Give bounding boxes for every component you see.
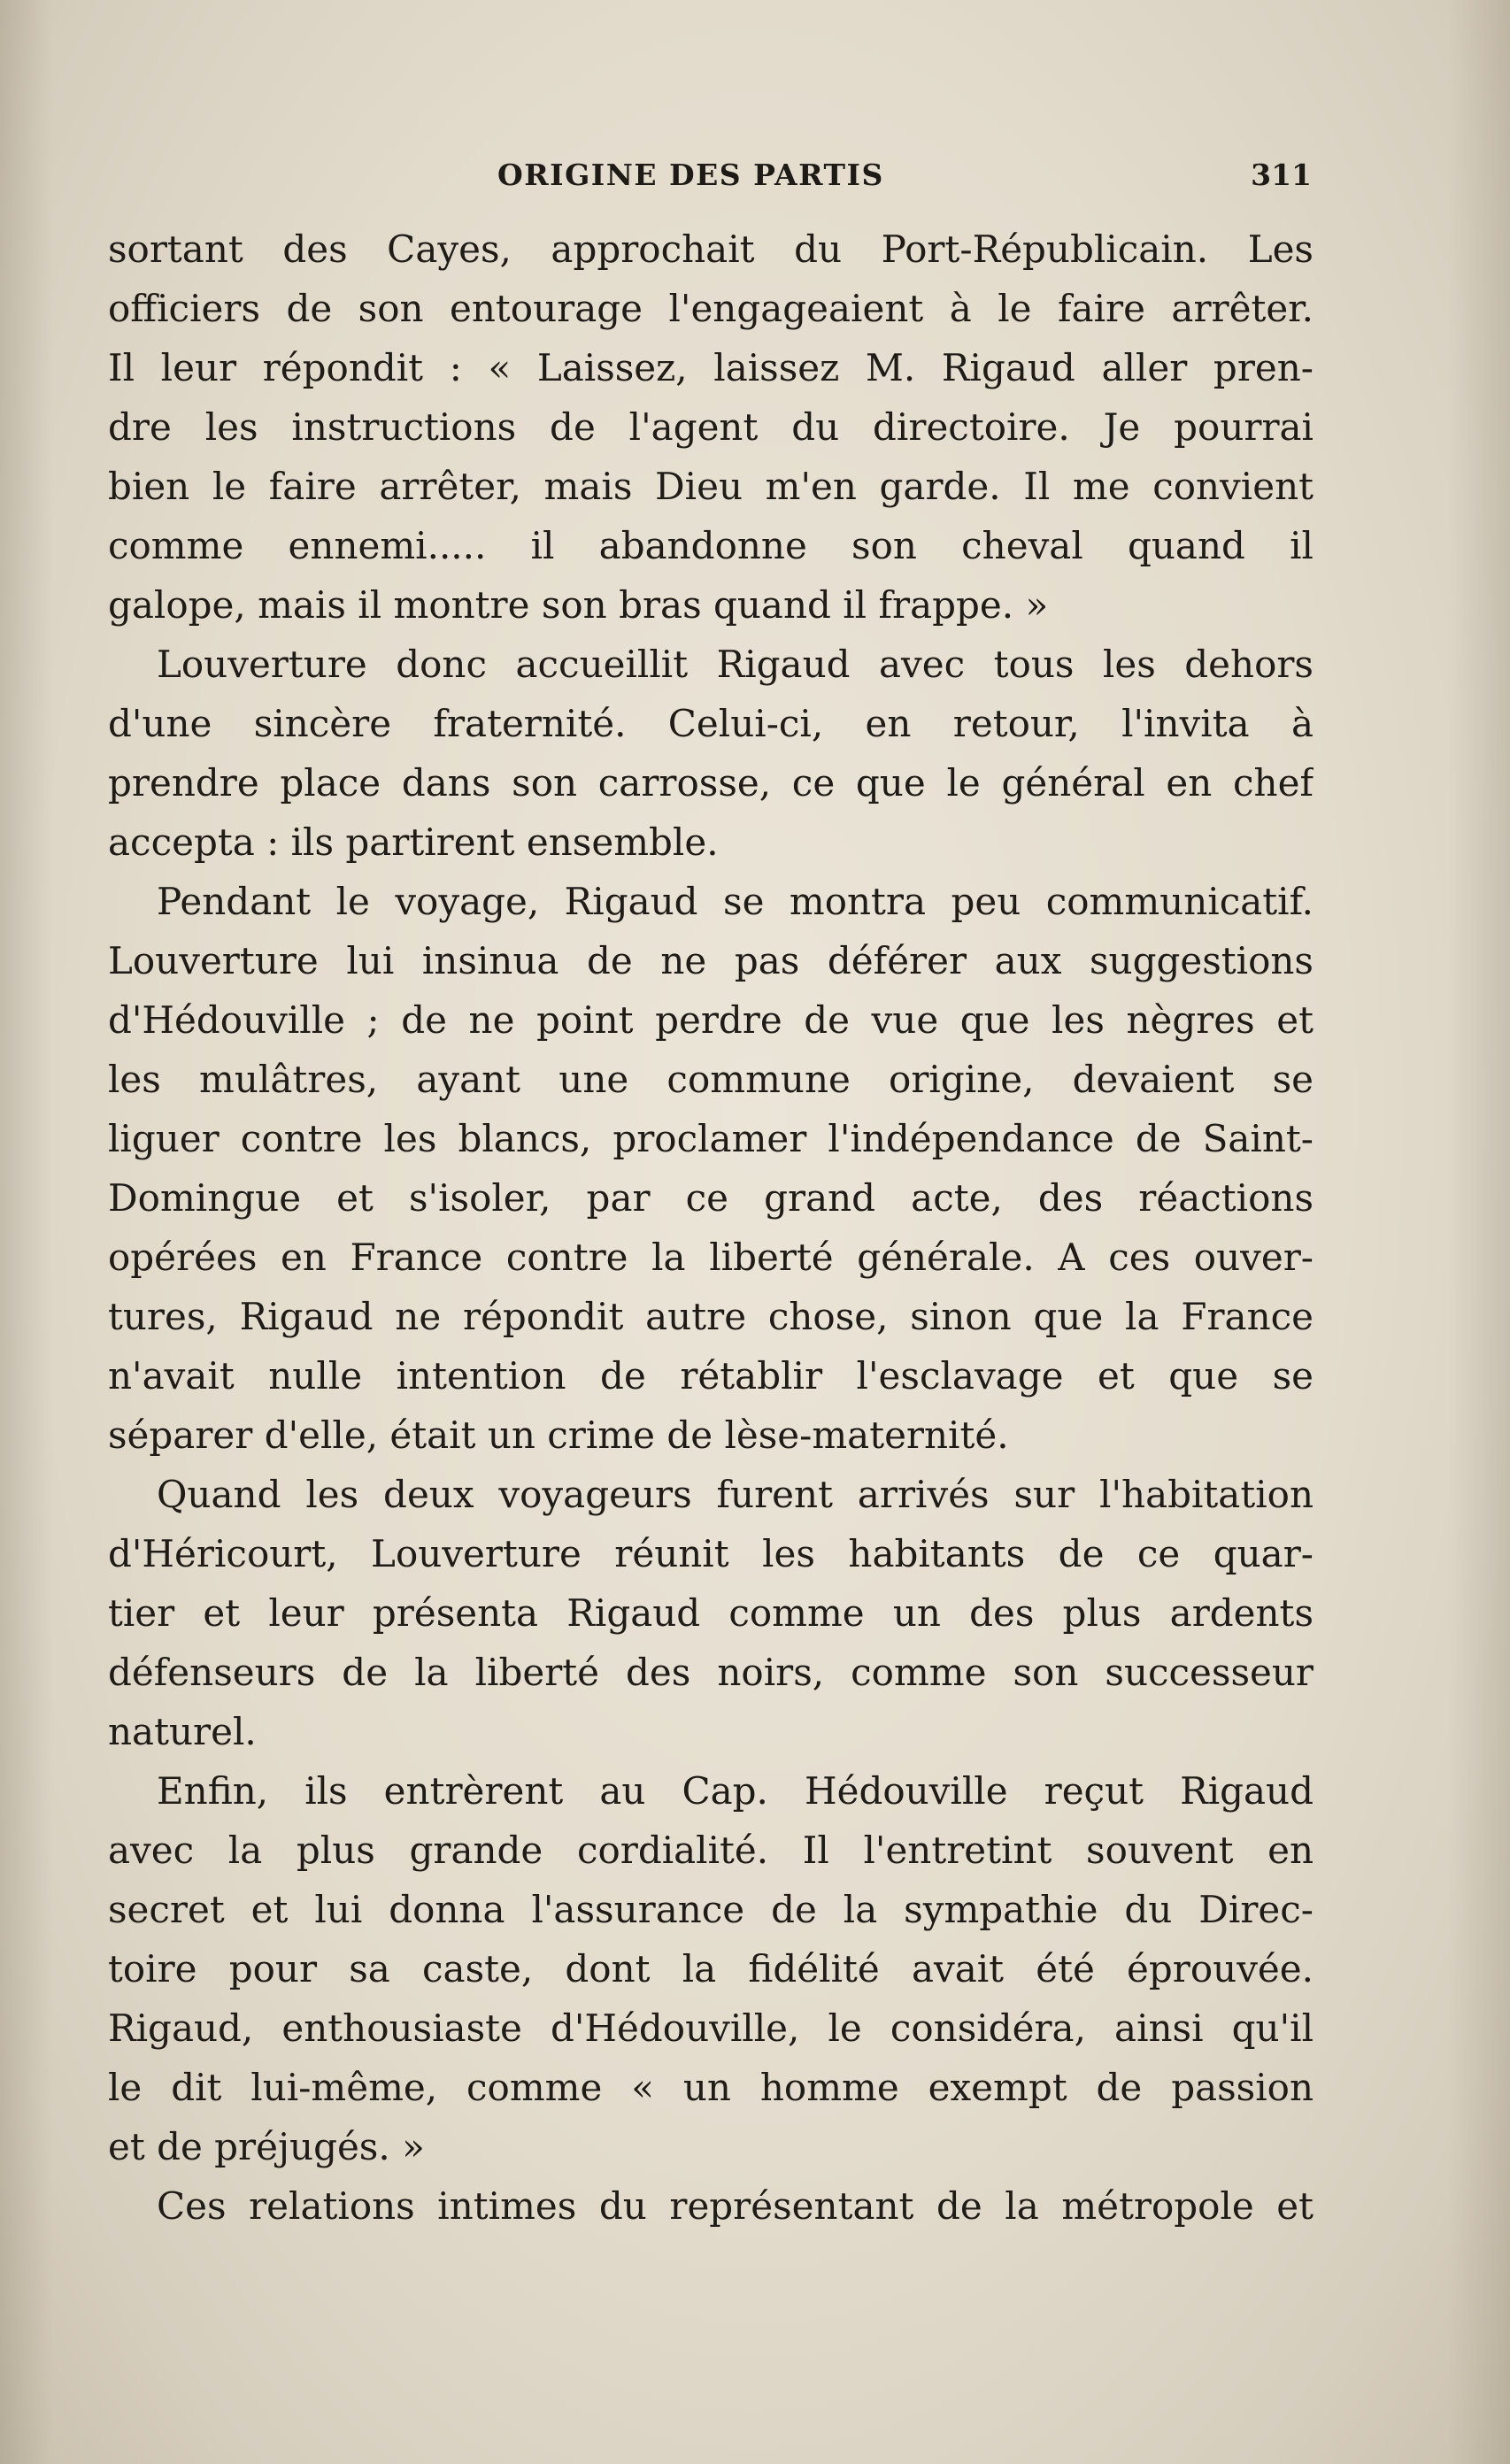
text-line: d'Hédouville ; de ne point perdre de vue que les nègres et xyxy=(108,998,1314,1042)
text-line: sortant des Cayes, approchait du Port-Républicain. Les xyxy=(108,227,1314,271)
text-line: d'une sincère fraternité. Celui-ci, en retour, l'invita à xyxy=(108,702,1314,745)
text-line: Louverture lui insinua de ne pas déférer aux suggestions xyxy=(108,939,1314,982)
body-text xyxy=(108,219,1314,2236)
text-line: toire pour sa caste, dont la fidélité avait été éprouvée. xyxy=(108,1947,1314,1990)
text-line: Il leur répondit : « Laissez, laissez M. Rigaud aller pren- xyxy=(108,346,1314,389)
text-line: d'Héricourt, Louverture réunit les habitants de ce quar- xyxy=(108,1532,1314,1575)
text-line: Pendant le voyage, Rigaud se montra peu communicatif. xyxy=(157,880,1314,923)
text-line: le dit lui-même, comme « un homme exempt de passion xyxy=(108,2066,1314,2109)
text-line: accepta : ils partirent ensemble. xyxy=(108,820,719,864)
text-line: dre les instructions de l'agent du directoire. Je pourrai xyxy=(108,405,1314,449)
text-line: Domingue et s'isoler, par ce grand acte, des réactions xyxy=(108,1176,1314,1220)
text-line: bien le faire arrêter, mais Dieu m'en garde. Il me convient xyxy=(108,465,1314,508)
text-line: avec la plus grande cordialité. Il l'entretint souvent en xyxy=(108,1829,1314,1872)
text-line: galope, mais il montre son bras quand il frappe. » xyxy=(108,583,1049,627)
text-line: officiers de son entourage l'engageaient à le faire arrêter. xyxy=(108,287,1314,330)
page-number: 311 xyxy=(1251,158,1312,192)
text-line: opérées en France contre la liberté générale. A ces ouver- xyxy=(108,1236,1314,1279)
running-title: ORIGINE DES PARTIS xyxy=(497,158,884,192)
text-line: Enfin, ils entrèrent au Cap. Hédouville reçut Rigaud xyxy=(157,1769,1314,1813)
text-line: tier et leur présenta Rigaud comme un des plus ardents xyxy=(108,1591,1314,1635)
page-header xyxy=(108,158,1312,202)
text-line: et de préjugés. » xyxy=(108,2125,425,2168)
text-line: défenseurs de la liberté des noirs, comme son successeur xyxy=(108,1651,1314,1694)
text-line: Rigaud, enthousiaste d'Hédouville, le considéra, ainsi qu'il xyxy=(108,2006,1314,2050)
text-line: Louverture donc accueillit Rigaud avec tous les dehors xyxy=(157,643,1314,686)
text-line: comme ennemi..... il abandonne son cheval quand il xyxy=(108,524,1314,567)
text-line: naturel. xyxy=(108,1710,257,1753)
text-line: tures, Rigaud ne répondit autre chose, sinon que la France xyxy=(108,1295,1314,1338)
text-line: secret et lui donna l'assurance de la sympathie du Direc- xyxy=(108,1888,1314,1931)
text-line: liguer contre les blancs, proclamer l'indépendance de Saint- xyxy=(108,1117,1314,1160)
text-line: Ces relations intimes du représentant de la métropole et xyxy=(157,2184,1314,2228)
text-line: n'avait nulle intention de rétablir l'esclavage et que se xyxy=(108,1354,1314,1398)
text-line: séparer d'elle, était un crime de lèse-maternité. xyxy=(108,1413,1009,1457)
text-line: prendre place dans son carrosse, ce que le général en chef xyxy=(108,761,1314,805)
text-line: Quand les deux voyageurs furent arrivés sur l'habitation xyxy=(157,1473,1314,1516)
text-line: les mulâtres, ayant une commune origine, devaient se xyxy=(108,1058,1314,1101)
